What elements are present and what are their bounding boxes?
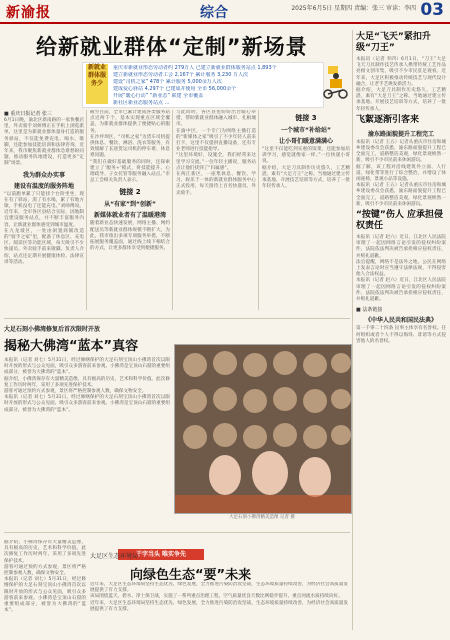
paragraph: 据介绍，小佛湾保存有大量精美造像，具有极高的历史、艺术和科学价值。此次修复工作历时两年，采用了多项先进保护技术。 — [4, 540, 86, 564]
paragraph: 在两江新区，一座集休息、餐饮、学习、娱乐于一体的新就业群体服务中心正式投用，每天接待上百名快递员、外卖骑手。 — [176, 172, 256, 196]
article-title: 飞絮逐渐引客来 — [356, 114, 420, 125]
paragraph: “以前跑单累了只能找个台阶坐坐，现在有了驿站，渴了有水喝，累了有地方歇，手机没电了还能充电。”刘师傅说。近年来，全市各区县结合实际，因地制宜建设服务站点，并不断丰富服务内容，让新就业群体感受到城市温度。 — [4, 191, 84, 228]
link-label: 链接 2 — [119, 188, 141, 197]
paragraph: 本报讯（记者 赵六）近日，江北区人民法院审理了一起因网络言论引发的侵权纠纷案件，法院依法判决被告承担相应侵权责任，并赔礼道歉。 — [356, 235, 446, 259]
paragraph: 6月1日晚，渝北区新南路的一家快餐店里，外卖骑手刘师傅正在手机上浏览派单，这里是为新就业群体量身打造的服务驿站，不仅能免费充电、喝水、歇脚，还能参加技能培训和法律咨询。近年来，我市聚焦新就业群体急难愁盼问题，推动服务阵地建设，打造更多“定制”场景。 — [4, 118, 84, 167]
ecology-article — [90, 582, 348, 638]
paragraph: 据了解，该工程对沿线建筑外立面、人行道、绿化带等进行了综合整治，并增设了休闲座椅、景观小品等设施。 — [356, 164, 446, 183]
subheading: 让小哥们暖意满满心 — [278, 138, 333, 145]
paragraph: 本报讯（记者 刘七）5月31日，经过修缮保护的大足石刻宝顶山小佛湾首次以限时开放的形式与公众见面，吸引众多游客前来参观。小佛湾是宝顶山石窟的重要组成部分，被誉为大佛湾的“蓝本”。 — [4, 577, 86, 614]
paragraph: “这里不仅能吃到实惠的饭菜，还能参加培训学习，感觉就像家一样。”一位快递小哥说。 — [262, 147, 350, 165]
paragraph: 截至目前，全市已累计建成各类服务站点近两千个，基本实现重点区域全覆盖，为新就业群体提供了便捷贴心的服务。 — [90, 110, 170, 134]
masthead — [0, 0, 450, 24]
issue-date: 2025年6月5日 星期四 责编：张三 审读：李四 — [291, 5, 416, 12]
campaign-banner: 干字当头 唯实争先 — [118, 549, 204, 560]
paragraph: 该局围绕蓝天、碧水、净土保卫战，实施了一系列重点治理工程，空气质量优良天数比例稳步提升，重点河流水质持续向好。 — [90, 594, 343, 600]
paragraph: 与此同时，各区县也纷纷出台暖心举措，帮助新就业群体融入城市、扎根城市。 — [176, 110, 256, 128]
left-article — [4, 110, 84, 316]
paragraph: 本报讯（记者 王五）记者从重庆市住房和城乡建设委员会获悉，渝东路面貌提升工程已全面完工，道路整洁美观，绿化景观焕然一新，吸引不少市民前来休闲游玩。 — [356, 139, 446, 164]
info-row: 建设“司机之家” 478个 累计服务 5,000余万人次 — [113, 79, 222, 85]
paragraph: 随着新业态快速发展，网络主播、网约配送员等新就业群体规模不断扩大。为此，我市推出多项专项服务举措，不断拓展服务覆盖面，通过线上线下相结合的方式，让更多群体享受到便捷服务。 — [90, 221, 170, 252]
page-number: 03 — [420, 0, 444, 20]
newspaper-logo: 新渝报 — [6, 5, 51, 21]
subheading: 从“有家”到“创新” — [104, 201, 156, 209]
paragraph: “我们在做好基础服务的同时，还探索建立了‘服务+’模式，将技能提升、心理疏导、子女托管等服务融入站点。”市总工会相关负责人表示。 — [90, 159, 170, 184]
info-row: 新社区新业态服务站点 … — [113, 100, 170, 106]
bottom-left-article — [4, 540, 86, 636]
section-title: 综合 — [200, 5, 228, 21]
paragraph: 在九龙坡区，一处由闲置商铺改造的“骑手之家”里，配备了休息区、充电区、阅读区等功能区域，每天吸引不少快递员、外卖骑手前来歇脚。负责人介绍，站点还定期开展健康体检、法律宣讲等活动。 — [4, 228, 84, 265]
ecology-headline: 向绿色生态“要”未来 — [130, 568, 252, 583]
paragraph: 据介绍，小佛湾保存有大量精美造像，具有极高的历史、艺术和科学价值。此次修复工作历时两年，采用了多项先进保护技术。 — [4, 376, 170, 388]
subheading: 建设有温度的服务阵地 — [13, 182, 74, 190]
infographic — [82, 62, 324, 108]
law-title: 《中华人民共和国民法典》 — [364, 317, 437, 325]
paragraph: 近年来，大足区生态环境局坚持生态优先、绿色发展，全力推进污染防治攻坚战，生态环境质量持续改善，为经济社会高质量发展提供了有力支撑。 — [90, 600, 348, 612]
photo-caption: 大足石刻小佛湾精美造像 记者 摄 — [229, 515, 295, 520]
paragraph: 第一千零二十四条 民事主体享有名誉权。任何组织或者个人不得以侮辱、诽谤等方式侵害他人的名誉权。 — [356, 326, 446, 344]
paragraph: 近年来，大足区生态环境局坚持生态优先、绿色发展，全力推进污染防治攻坚战，生态环境质量持续改善，为经济社会高质量发展提供了有力支撑。 — [90, 582, 348, 594]
paragraph: 游客可通过预约方式参观，景区将严格控制参观人数，确保文物安全。 — [4, 389, 147, 395]
info-row: 建成爱心驿站 4,297个 已建成并使用 全市 56,000余个 — [113, 86, 237, 92]
info-row: 重庆市新就业形态劳动者约 279万人 已建立新就业群体服务站点 1,893个 — [113, 65, 277, 71]
article-title: 大足“飞天”紧扣升级“刀王” — [356, 32, 431, 53]
article-title: “按键”伤人 应承担侵权责任 — [356, 210, 443, 232]
paragraph: 游客可通过预约方式参观，景区将严格控制参观人数，确保文物安全。 — [4, 564, 86, 577]
buddha-article — [4, 322, 170, 528]
paragraph: 本报讯（记者 李四）6月1日，“刀王”大足飞天刀具制作技艺传承人携带传统工艺作品亮相文创市集，吸引不少市民驻足观看。近年来，大足区积极推动传统技艺与现代设计融合，让老手艺焕发新活力。 — [356, 57, 446, 87]
subheading: 一个城市“补给站” — [281, 127, 331, 134]
paragraph: 本报讯（记者 赵六）近日，江北区人民法院审理了一起因网络言论引发的侵权纠纷案件，法院依法判决被告承担相应侵权责任，并赔礼道歉。 — [356, 278, 446, 303]
center-article — [176, 110, 256, 316]
paragraph: 在渝中区，一个专门为网络主播打造的“新媒体之家”吸引了不少年轻人前来打卡，这里不仅提供直播设备，还有专业老师进行技能指导。 — [176, 128, 256, 153]
paragraph: 本报讯（记者 刘七）5月31日，经过修缮保护的大足石刻宝顶山小佛湾首次以限时开放的形式与公众见面，吸引众多游客前来参观。小佛湾是宝顶山石窟的重要组成部分，被誉为大佛湾的“蓝本”。 — [4, 395, 170, 413]
paragraph: 在沙坪坝区，“司机之家”为货车司机提供休息、餐饮、淋浴、洗衣等服务，有效缓解了长途货运司机的停车难、休息难问题。 — [90, 134, 170, 159]
subheading: 我为群众办实事 — [22, 171, 65, 179]
paragraph: 本报讯（记者 王五）记者从重庆市住房和城乡建设委员会获悉，渝东路面貌提升工程已全面完工，道路整洁美观，绿化景观焕然一新，吸引不少市民前来休闲游玩。 — [356, 183, 446, 207]
infographic-side-label: 新就业群体服务少 — [86, 64, 108, 104]
right-column — [356, 30, 446, 636]
delivery-rider-icon — [322, 62, 348, 102]
info-row: 建立新就业形态劳动者工会 2,167个 累计服务 3,230 万人次 — [113, 72, 248, 78]
headline-kicker: 大足区生态环境局： — [90, 553, 145, 560]
paragraph: 据介绍，大足刀具制作历史悠久，工艺精湛，素有“大足刀王”之称。当地通过建立传承基地、开展技艺培训等方式，培养了一批年轻传承人。 — [356, 88, 446, 112]
byline: ■ 重庆日报记者 张三 — [4, 111, 52, 117]
link-label: 链接 3 — [295, 114, 317, 122]
paragraph: 本报讯（记者 刘七）5月31日，经过修缮保护的大足石刻宝顶山小佛湾首次以限时开放的形式与公众见面，吸引众多游客前来参观。小佛湾是宝顶山石窟的重要组成部分，被誉为大佛湾的“蓝本”。 — [4, 358, 170, 376]
mid-article — [90, 110, 170, 316]
law-kicker: ■ 法条链接 — [356, 307, 383, 314]
paragraph: 据介绍，大足刀具制作历史悠久，工艺精湛，素有“大足刀王”之称。当地通过建立传承基地、开展技艺培训等方式，培养了一批年轻传承人。 — [262, 165, 350, 190]
link-article — [262, 110, 350, 316]
main-headline: 给新就业群体“定制”新场景 — [36, 35, 308, 59]
paragraph: 法官提醒，网络不是法外之地，公民在网络上发表言论时应当遵守法律法规，不得侵害他人合法权益。 — [356, 259, 446, 278]
info-row: 开展“暖心行动” “新业态” 联建 全市覆盖 — [113, 93, 204, 99]
article-title: 揭秘大佛湾“蓝本”真容 — [4, 339, 139, 354]
paragraph: “这里环境好，设施全，我们经常来这里学习交流。”一位年轻主播说，服务站点让他们找到了“归属感”。 — [176, 153, 256, 171]
subheading: 新媒体就业者有了温暖港湾 — [93, 212, 166, 220]
article-subtitle: 渝东路面貌提升工程完工 — [367, 130, 434, 138]
article-kicker: 大足石刻小佛湾修复后首次限时开放 — [4, 326, 101, 333]
buddha-statues-photo — [174, 344, 352, 514]
